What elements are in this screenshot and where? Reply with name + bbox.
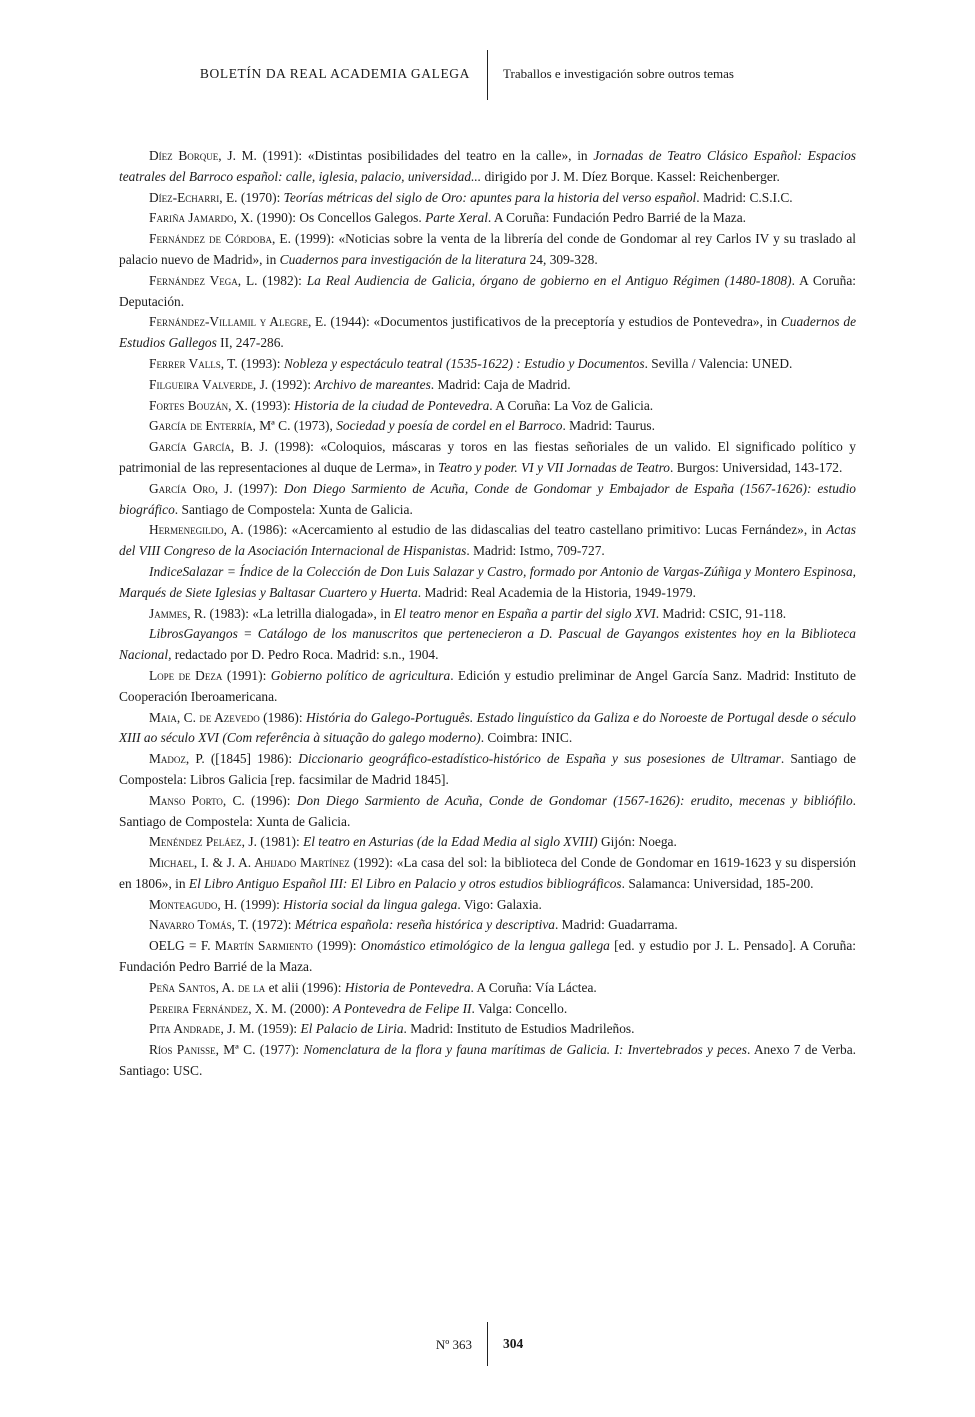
reference-author: Madoz, P.	[149, 751, 205, 767]
reference-author: Maia, C. de Azevedo	[149, 709, 260, 725]
reference-title: Cuadernos de Estudios Gallegos	[119, 314, 857, 351]
journal-title: BOLETÍN DA REAL ACADEMIA GALEGA	[199, 66, 470, 81]
reference-text: . Salamanca: Universidad, 185-200.	[621, 875, 814, 891]
page-footer	[0, 1322, 975, 1372]
reference-text: . Coimbra: INIC.	[480, 730, 573, 746]
reference-entry	[119, 188, 856, 209]
reference-author: Navarro Tomás, T.	[149, 917, 249, 933]
reference-text: . Madrid: Taurus.	[562, 418, 655, 434]
reference-text: . A Coruña: La Voz de Galicia.	[489, 397, 654, 413]
reference-text: redactado por D. Pedro Roca. Madrid: s.n., 1904.	[171, 647, 439, 663]
reference-author: Fernández-Villamil y Alegre, E.	[149, 314, 327, 330]
reference-title: Teorías métricas del siglo de Oro: apuntes para la historia del verso español	[283, 189, 697, 205]
reference-text: Gijón: Noega.	[597, 834, 677, 850]
reference-text: (1986):	[259, 709, 307, 725]
reference-text: . Santiago de Compostela: Xunta de Galicia.	[174, 501, 413, 517]
reference-entry	[119, 416, 856, 437]
reference-author: Manso Porto, C.	[149, 792, 245, 808]
reference-entry	[119, 832, 856, 853]
reference-text: . A Coruña: Deputación.	[119, 272, 857, 309]
reference-title: Sociedad y poesía de cordel en el Barroco	[336, 418, 563, 434]
reference-text: (1992):	[268, 376, 315, 392]
reference-entry	[119, 437, 856, 479]
reference-author: Menéndez Peláez, J.	[149, 834, 257, 850]
reference-text: . Burgos: Universidad, 143-172.	[670, 459, 843, 475]
reference-text: . Edición y estudio preliminar de Angel García Sanz. Madrid: Instituto de Cooperación Iberoamericana.	[119, 667, 856, 704]
reference-entry	[119, 354, 856, 375]
reference-author: OELG = F. Martín Sarmiento	[149, 938, 313, 954]
reference-title: Jornadas de Teatro Clásico Español: Espacios teatrales del Barroco español: calle, iglesia, palacio, universidad...	[119, 148, 857, 184]
reference-entry	[119, 853, 856, 895]
reference-text: (1999): «Noticias sobre la venta de la librería del conde de Gondomar al rey Carlos IV y su traslado al palacio nuevo de Madrid», in	[119, 231, 857, 267]
reference-author: Díez-Echarri, E.	[149, 189, 238, 205]
reference-text: (1991):	[222, 667, 271, 683]
reference-entry	[119, 375, 856, 396]
reference-title: Archivo de mareantes	[314, 376, 431, 392]
reference-entry	[119, 999, 856, 1020]
reference-text: (1944): «Documentos justificativos de la preceptoría y estudios de Pontevedra», in	[326, 314, 781, 330]
reference-text: . Madrid: Instituto de Estudios Madrileños.	[403, 1021, 635, 1037]
reference-title: Teatro y poder. VI y VII Jornadas de Teatro	[438, 459, 670, 475]
reference-title: Parte Xeral	[425, 210, 488, 226]
reference-text: (1999):	[237, 896, 284, 912]
reference-text: (2000):	[286, 1000, 333, 1016]
reference-text: . A Coruña: Fundación Pedro Barrié de la Maza.	[487, 210, 746, 226]
reference-entry	[119, 708, 856, 750]
reference-text: (1972):	[248, 917, 295, 933]
reference-title: El Palacio de Liria	[300, 1021, 404, 1037]
reference-title: El Libro Antiguo Español III: El Libro en Palacio y otros estudios bibliográficos	[188, 875, 622, 891]
reference-text: (1970):	[237, 189, 284, 205]
reference-title: El teatro menor en España a partir del siglo XVI	[394, 605, 656, 621]
reference-text: . Anexo 7 de Verba. Santiago: USC.	[119, 1042, 856, 1079]
reference-author: García Oro, J.	[149, 480, 233, 496]
reference-text: (1991): «Distintas posibilidades del teatro en la calle», in	[256, 148, 594, 163]
reference-entry	[119, 312, 856, 354]
bibliography-list	[119, 146, 856, 1082]
reference-entry	[119, 271, 856, 313]
reference-author: Fernández Vega, L.	[149, 272, 258, 288]
reference-entry	[119, 749, 856, 791]
reference-author: Pereira Fernández, X. M.	[149, 1000, 287, 1016]
issue-number: Nº 363	[435, 1337, 472, 1352]
reference-author: Ferrer Valls, T.	[149, 355, 238, 371]
reference-title: Diccionario geográfico-estadístico-histórico de España y sus posesiones de Ultramar	[298, 751, 781, 767]
reference-entry	[119, 624, 856, 666]
reference-text: (1977):	[255, 1042, 304, 1058]
reference-title: Historia de Pontevedra	[344, 979, 471, 995]
reference-text: [ed. y estudio por J. L. Pensado]. A Coruña: Fundación Pedro Barrié de la Maza.	[119, 938, 856, 975]
reference-text: . A Coruña: Vía Láctea.	[470, 979, 597, 995]
reference-title: Nomenclatura de la flora y fauna marítimas de Galicia. I: Invertebrados y peces	[303, 1042, 747, 1058]
reference-entry	[119, 978, 856, 999]
reference-text: dirigido por J. M. Díez Borque. Kassel: Reichenberger.	[481, 168, 780, 184]
reference-title: La Real Audiencia de Galicia, órgano de gobierno en el Antiguo Régimen (1480-1808)	[306, 272, 792, 288]
reference-entry	[119, 208, 856, 229]
reference-author: Fortes Bouzán, X.	[149, 397, 248, 413]
reference-entry	[119, 520, 856, 562]
reference-text: II, 247-286.	[216, 335, 284, 351]
reference-title: Onomástico etimológico de la lengua gallega	[360, 938, 610, 954]
reference-text: . Madrid: C.S.I.C.	[696, 189, 793, 205]
reference-entry	[119, 396, 856, 417]
page-number: 304	[503, 1336, 524, 1351]
reference-author: Monteagudo, H.	[149, 896, 238, 912]
reference-author: Michael, I. & J. A. Ahijado Martínez	[149, 855, 350, 871]
reference-text: (1990): Os Concellos Galegos.	[253, 210, 426, 226]
reference-text: (1982):	[257, 272, 307, 288]
reference-title: Nobleza y espectáculo teatral (1535-1622) : Estudio y Documentos	[283, 355, 645, 371]
reference-text: . Vigo: Galaxia.	[457, 896, 542, 912]
reference-text: . Sevilla / Valencia: UNED.	[644, 355, 793, 371]
reference-title: Don Diego Sarmiento de Acuña, Conde de Gondomar y Embajador de España (1567-1626): estudio biográfico	[119, 480, 857, 517]
section-title: Traballos e investigación sobre outros temas	[503, 66, 734, 81]
reference-text: . Madrid: Istmo, 709-727.	[466, 543, 605, 559]
reference-text: (1992): «La casa del sol: la biblioteca del Conde de Gondomar en 1619-1623 y su dispersión en 1806», in	[119, 855, 857, 891]
reference-title: Actas del VIII Congreso de la Asociación Internacional de Hispanistas	[119, 522, 856, 559]
reference-author: Ríos Panisse, Mª C.	[149, 1042, 256, 1058]
reference-text: ([1845] 1986):	[204, 751, 299, 767]
reference-entry	[119, 562, 856, 604]
reference-text: (1997):	[232, 480, 284, 496]
reference-author: Jammes, R.	[149, 605, 207, 621]
reference-text: (1986): «Acercamiento al estudio de las didascalias del teatro castellano primitivo: Lucas Fernández», in	[243, 522, 827, 538]
reference-author: Fariña Jamardo, X.	[149, 210, 254, 226]
reference-text: et alii (1996):	[265, 979, 345, 995]
reference-entry	[119, 604, 856, 625]
reference-text: (1983): «La letrilla dialogada», in	[206, 605, 394, 621]
reference-text: . Valga: Concello.	[471, 1000, 568, 1016]
reference-title: Cuadernos para investigación de la literatura	[279, 251, 527, 267]
footer-divider	[487, 1322, 488, 1366]
reference-author: Hermenegildo, A.	[149, 522, 244, 538]
reference-entry	[119, 895, 856, 916]
reference-title: Métrica española: reseña histórica y descriptiva	[294, 917, 555, 933]
reference-text: (1981):	[256, 834, 304, 850]
reference-text: (1999):	[312, 938, 361, 954]
reference-author: García de Enterría, Mª C.	[149, 418, 291, 434]
reference-text: . Madrid: Caja de Madrid.	[430, 376, 571, 392]
reference-text: (1996):	[244, 792, 297, 808]
reference-entry	[119, 479, 856, 521]
reference-author: Fernández de Córdoba, E.	[149, 231, 291, 247]
reference-text: . Santiago de Compostela: Libros Galicia [rep. facsimilar de Madrid 1845].	[119, 751, 856, 787]
reference-entry	[119, 915, 856, 936]
reference-entry	[119, 666, 856, 708]
reference-text: . Madrid: Guadarrama.	[554, 917, 678, 933]
reference-text: (1959):	[254, 1021, 301, 1037]
header-divider	[487, 50, 488, 100]
reference-title: IndiceSalazar = Índice de la Colección de Don Luis Salazar y Castro, formado por Antonio de Vargas-Zúñiga y Montero Espinosa, Marqués de Siete Iglesias y Baltasar Cuartero y Huerta	[119, 563, 856, 600]
reference-text: (1993):	[237, 355, 284, 371]
reference-author: Lope de Deza	[149, 667, 223, 683]
reference-entry	[119, 229, 856, 271]
reference-title: Historia de la ciudad de Pontevedra	[294, 397, 490, 413]
reference-text: . Santiago de Compostela: Xunta de Galicia.	[119, 792, 856, 829]
page-header	[0, 50, 975, 102]
reference-text: (1993):	[247, 397, 295, 413]
reference-title: El teatro en Asturias (de la Edad Media al siglo XVIII)	[303, 834, 598, 850]
reference-author: Filgueira Valverde, J.	[149, 376, 269, 392]
reference-text: 24, 309-328.	[526, 251, 598, 267]
reference-title: Gobierno político de agricultura	[270, 667, 451, 683]
reference-entry	[119, 146, 856, 188]
reference-author: Peña Santos, A. de la	[149, 979, 266, 995]
reference-title: LibrosGayangos = Catálogo de los manuscritos que pertenecieron a D. Pascual de Gayangos existentes hoy en la Biblioteca Nacional,	[119, 626, 856, 663]
reference-title: Don Diego Sarmiento de Acuña, Conde de Gondomar (1567-1626): erudito, mecenas y bibliófilo	[296, 792, 853, 808]
reference-entry	[119, 1019, 856, 1040]
reference-title: História do Galego-Português. Estado linguístico da Galiza e do Noroeste de Portugal desde o século XIII ao século XVI (Com referência à situação do galego moderno)	[119, 709, 856, 746]
reference-entry	[119, 791, 856, 833]
reference-text: (1973),	[290, 418, 337, 434]
reference-entry	[119, 1040, 856, 1082]
reference-title: Historia social da lingua galega	[283, 896, 458, 912]
reference-author: García García, B. J.	[149, 439, 268, 455]
reference-author: Díez Borque, J. M.	[149, 148, 257, 163]
reference-entry	[119, 936, 856, 978]
reference-title: A Pontevedra de Felipe II	[332, 1000, 472, 1016]
reference-author: Pita Andrade, J. M.	[149, 1021, 255, 1037]
reference-text: . Madrid: Real Academia de la Historia, 1949-1979.	[417, 584, 696, 600]
reference-text: (1998): «Coloquios, máscaras y toros en las fiestas señoriales de un valido. El significado político y patrimonial de las representaciones al duque de Lerma», in	[119, 439, 856, 475]
reference-text: . Madrid: CSIC, 91-118.	[655, 605, 787, 621]
